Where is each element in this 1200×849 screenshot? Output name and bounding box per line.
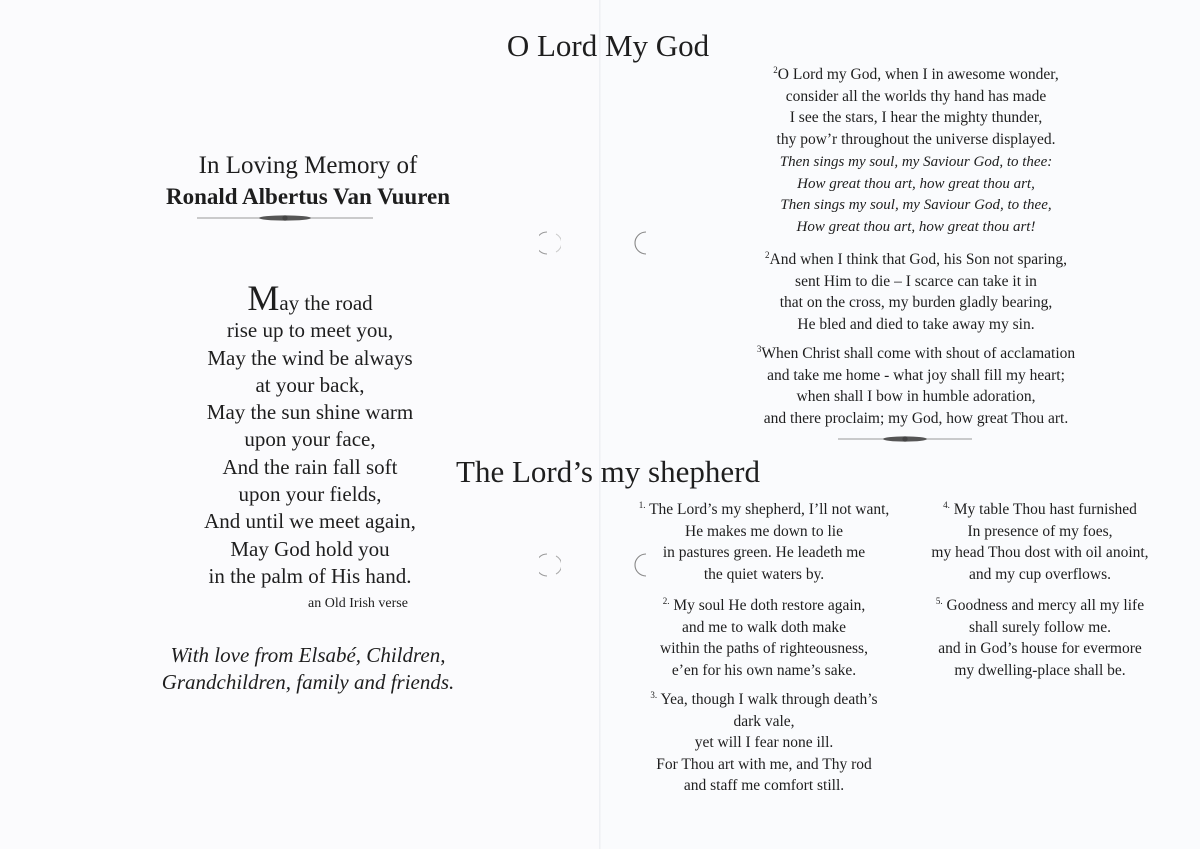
verse-line: my head Thou dost with oil anoint, bbox=[931, 544, 1149, 562]
poem bbox=[110, 280, 510, 590]
verse-number: 4. bbox=[943, 500, 950, 510]
verse-line: the quiet waters by. bbox=[703, 565, 825, 583]
verse-line bbox=[614, 495, 914, 521]
psalm-verse bbox=[614, 685, 914, 797]
hymn-stanza bbox=[700, 60, 1132, 150]
verse-line: within the paths of righteousness, bbox=[660, 640, 868, 658]
verse-line: and my cup overflows. bbox=[968, 565, 1112, 583]
psalm-verse bbox=[904, 495, 1176, 585]
hymn-title: O Lord My God bbox=[506, 28, 710, 63]
verse-line: yet will I fear none ill. bbox=[694, 734, 834, 752]
poem-line-text: ay the road bbox=[279, 291, 373, 315]
verse-line bbox=[614, 591, 914, 617]
poem-line: upon your fields, bbox=[238, 482, 382, 507]
poem-line: upon your face, bbox=[244, 427, 376, 452]
refrain-line: Then sings my soul, my Saviour God, to thee, bbox=[780, 197, 1052, 213]
deceased-name: Ronald Albertus Van Vuuren bbox=[165, 184, 450, 209]
stanza-line-text: And when I think that God, his Son not sparing, bbox=[769, 251, 1067, 269]
punch-hole-right-top bbox=[634, 230, 656, 256]
verse-line-text: My soul He doth restore again, bbox=[673, 597, 866, 615]
verse-line bbox=[614, 685, 914, 711]
verse-line bbox=[904, 591, 1176, 617]
refrain-line: How great thou art, how great thou art, bbox=[797, 175, 1035, 192]
stanza-line-text: O Lord my God, when I in awesome wonder, bbox=[777, 66, 1059, 84]
ornamental-divider bbox=[197, 212, 373, 224]
verse-number: 2 bbox=[773, 65, 778, 75]
verse-line: He makes me down to lie bbox=[685, 522, 843, 540]
dedication-line: With love from Elsabé, Children, bbox=[170, 643, 446, 667]
verse-line-text: The Lord’s my shepherd, I’ll not want, bbox=[649, 501, 890, 519]
poem-line: May God hold you bbox=[230, 536, 390, 561]
verse-line bbox=[904, 495, 1176, 521]
poem-line: in the palm of His hand. bbox=[208, 563, 412, 588]
hymn-stanza bbox=[700, 245, 1132, 335]
verse-line: dark vale, bbox=[733, 712, 795, 730]
verse-line: In presence of my foes, bbox=[967, 522, 1113, 540]
verse-line: and me to walk doth make bbox=[682, 618, 846, 636]
hymn-title: The Lord’s my shepherd bbox=[456, 454, 760, 489]
stanza-line: thy pow’r throughout the universe displayed. bbox=[776, 130, 1056, 148]
verse-line: and staff me comfort still. bbox=[683, 777, 845, 795]
poem-line: at your back, bbox=[255, 372, 365, 397]
verse-line: my dwelling-place shall be. bbox=[954, 661, 1126, 679]
stanza-line: sent Him to die – I scarce can take it in bbox=[795, 272, 1037, 290]
verse-line: and in God’s house for evermore bbox=[938, 640, 1142, 658]
poem-line bbox=[110, 280, 510, 317]
verse-line-text: My table Thou hast furnished bbox=[953, 501, 1137, 519]
stanza-line: and take me home - what joy shall fill my heart; bbox=[767, 366, 1065, 384]
dedication-line: Grandchildren, family and friends. bbox=[161, 670, 455, 694]
hymn-stanza bbox=[700, 339, 1132, 429]
memory-heading: In Loving Memory of bbox=[198, 152, 418, 179]
psalm-verse bbox=[614, 495, 914, 585]
verse-number: 1. bbox=[638, 500, 646, 510]
stanza-line: consider all the worlds thy hand has made bbox=[785, 87, 1047, 105]
poem-line: And the rain fall soft bbox=[222, 454, 398, 479]
stanza-line bbox=[700, 245, 1132, 271]
stanza-line: He bled and died to take away my sin. bbox=[797, 315, 1035, 333]
stanza-line: that on the cross, my burden gladly bearing, bbox=[779, 294, 1053, 312]
stanza-line: I see the stars, I hear the mighty thunder, bbox=[789, 109, 1043, 127]
stanza-line: and there proclaim; my God, how great Thou art. bbox=[763, 409, 1069, 427]
refrain-line: How great thou art, how great thou art! bbox=[796, 218, 1036, 235]
verse-line-text: Yea, though I walk through death’s bbox=[660, 691, 878, 709]
page-fold bbox=[599, 0, 601, 849]
poem-dropcap: M bbox=[247, 278, 280, 318]
verse-number: 2. bbox=[662, 596, 670, 606]
poem-line: May the wind be always bbox=[207, 345, 413, 370]
ornamental-divider bbox=[838, 433, 972, 445]
verse-line: in pastures green. He leadeth me bbox=[662, 544, 866, 562]
punch-hole-left-top bbox=[539, 230, 561, 256]
poem-line: rise up to meet you, bbox=[226, 318, 394, 343]
refrain-line: Then sings my soul, my Saviour God, to thee: bbox=[779, 154, 1053, 170]
verse-line: shall surely follow me. bbox=[968, 618, 1112, 636]
verse-line: e’en for his own name’s sake. bbox=[671, 661, 857, 679]
punch-hole-left-bottom bbox=[539, 552, 561, 578]
stanza-line: when shall I bow in humble adoration, bbox=[796, 388, 1036, 406]
verse-number: 5. bbox=[935, 596, 943, 606]
verse-number: 3. bbox=[650, 690, 658, 700]
stanza-line bbox=[700, 60, 1132, 86]
stanza-line bbox=[700, 339, 1132, 365]
stanza-line-text: When Christ shall come with shout of acclamation bbox=[761, 345, 1076, 363]
psalm-verse bbox=[614, 591, 914, 681]
poem-line: And until we meet again, bbox=[204, 509, 416, 534]
verse-number: 2 bbox=[765, 250, 770, 260]
verse-line: For Thou art with me, and Thy rod bbox=[656, 755, 872, 773]
verse-line-text: Goodness and mercy all my life bbox=[946, 597, 1145, 615]
poem-line: May the sun shine warm bbox=[206, 400, 414, 425]
verse-number: 3 bbox=[756, 344, 762, 354]
hymn-refrain bbox=[700, 152, 1132, 238]
psalm-verse bbox=[904, 591, 1176, 681]
dedication bbox=[150, 642, 466, 696]
poem-attribution: an Old Irish verse bbox=[308, 596, 408, 611]
